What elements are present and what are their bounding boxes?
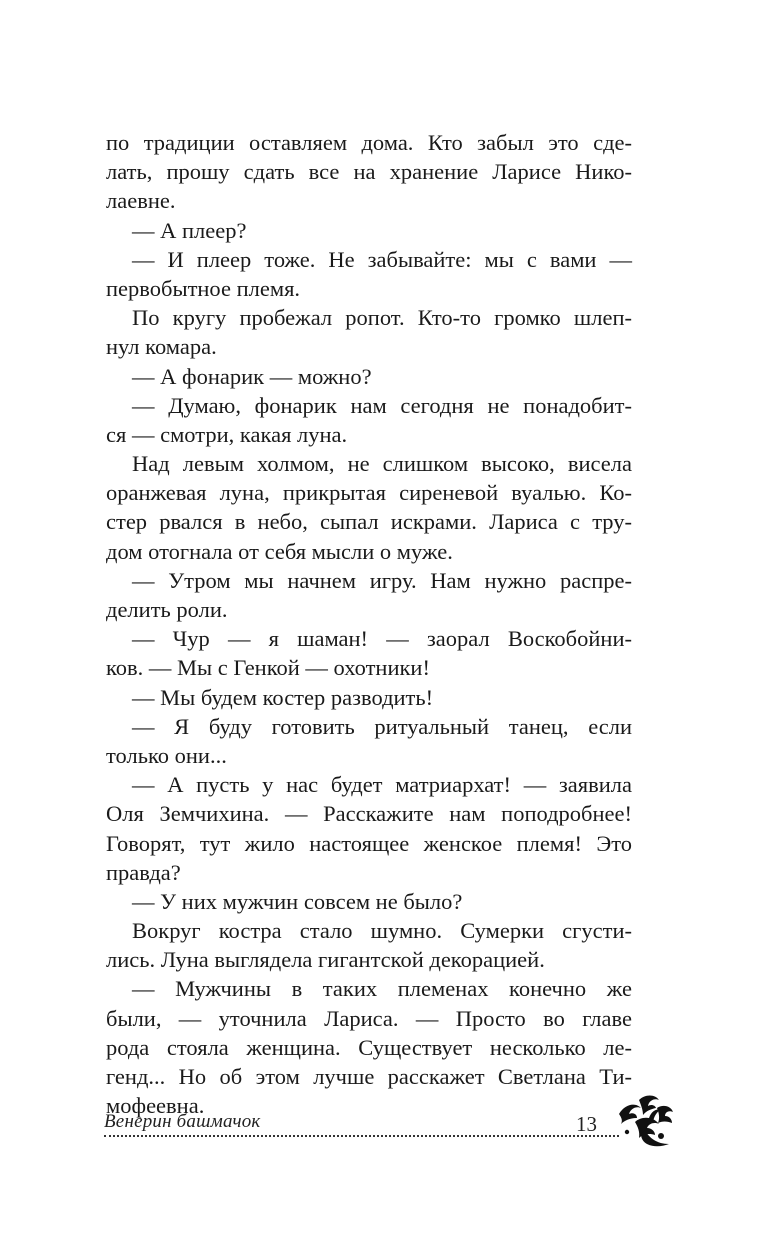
text-line: — И плеер тоже. Не забывайте: мы с вами — <box>132 246 632 272</box>
running-footer-title: Венерин башмачок <box>104 1111 261 1132</box>
text-line: были, — уточнила Лариса. — Просто во главе <box>106 1005 632 1031</box>
text-line: ков. — Мы с Генкой — охотники! <box>106 655 430 681</box>
text-line: рода стояла женщина. Существует несколько ле- <box>106 1034 632 1060</box>
text-line: — Мы будем костер разводить! <box>132 684 434 710</box>
text-line: мофеевна. <box>106 1093 205 1119</box>
text-line: только они... <box>106 742 227 768</box>
text-line: лись. Луна выглядела гигантской декорацией. <box>106 947 545 973</box>
text-line: Оля Земчихина. — Расскажите нам поподробнее! <box>106 801 632 827</box>
text-line: дом отогнала от себя мысли о муже. <box>106 538 453 564</box>
page-number: 13 <box>576 1112 597 1136</box>
text-line: по традиции оставляем дома. Кто забыл это сде- <box>106 130 632 155</box>
text-line: — А плеер? <box>132 217 247 243</box>
body-text <box>106 128 632 1120</box>
text-line: — У них мужчин совсем не было? <box>132 888 463 914</box>
floral-ornament-icon <box>615 1092 677 1150</box>
text-line: ся — смотри, какая луна. <box>106 421 348 447</box>
text-line: — А пусть у нас будет матриархат! — заявила <box>132 772 632 798</box>
text-line: стер рвался в небо, сыпал искрами. Лариса с тру- <box>106 509 632 535</box>
text-line: Говорят, тут жило настоящее женское племя! Это <box>106 830 632 856</box>
text-line: лать, прошу сдать все на хранение Ларисе Нико- <box>106 159 632 185</box>
text-line: оранжевая луна, прикрытая сиреневой вуалью. Ко- <box>106 480 632 506</box>
text-line: Вокруг костра стало шумно. Сумерки сгусти- <box>132 918 632 944</box>
text-line: — Чур — я шаман! — заорал Воскобойни- <box>132 626 632 652</box>
text-line: — Думаю, фонарик нам сегодня не понадобит- <box>132 392 632 418</box>
text-line: Над левым холмом, не слишком высоко, висела <box>132 451 632 477</box>
text-line: генд... Но об этом лучше расскажет Светлана Ти- <box>106 1064 632 1089</box>
text-line: делить роли. <box>106 597 228 622</box>
text-line: правда? <box>106 859 181 885</box>
text-line: — Мужчины в таких племенах конечно же <box>132 976 632 1002</box>
text-line: — Утром мы начнем игру. Нам нужно распре- <box>132 567 632 593</box>
text-line: первобытное племя. <box>106 275 301 301</box>
footer-divider <box>104 1135 619 1137</box>
text-line: нул комара. <box>106 334 217 360</box>
text-line: лаевне. <box>106 188 176 214</box>
text-line: — А фонарик — можно? <box>132 363 372 389</box>
text-line: — Я буду готовить ритуальный танец, если <box>132 713 632 739</box>
text-line: По кругу пробежал ропот. Кто-то громко шлеп- <box>132 305 632 331</box>
